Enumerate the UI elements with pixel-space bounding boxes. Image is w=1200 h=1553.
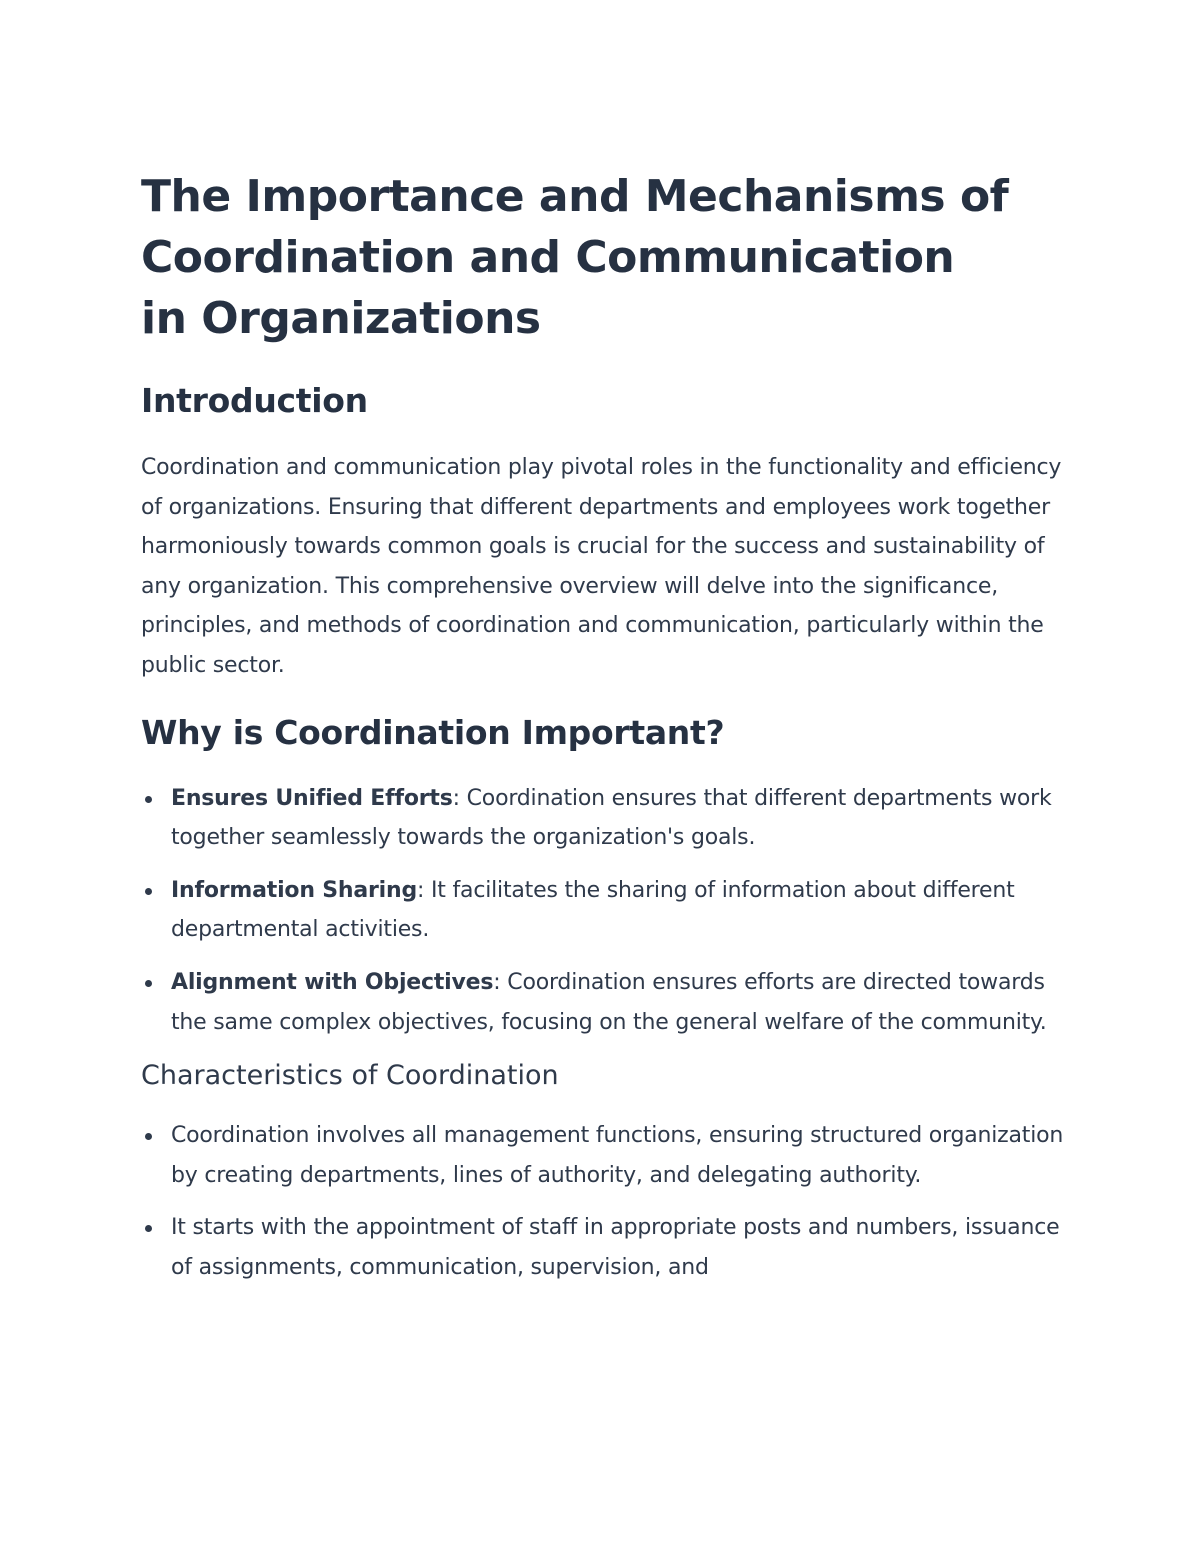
list-item-text: : It facilitates the sharing of information about different departmental activities. — [171, 877, 1015, 943]
list-item-text: It starts with the appointment of staff in appropriate posts and numbers, issuance of assignments, communication, supervision, and — [171, 1215, 1060, 1280]
list-item-text: Coordination involves all management functions, ensuring structured organization by creating departments, lines of authority, and delegating authority. — [171, 1123, 1064, 1188]
document-title: The Importance and Mechanisms of Coordination and Communication in Organizations — [141, 171, 1009, 344]
list-item — [141, 1208, 1066, 1287]
list-item — [141, 963, 1066, 1042]
list-item — [141, 1116, 1066, 1195]
introduction-heading: Introduction — [141, 381, 368, 420]
why-coordination-heading: Why is Coordination Important? — [141, 712, 725, 752]
why-coordination-list — [141, 779, 1066, 1043]
bullet-icon — [145, 1225, 152, 1232]
list-item-term: Information Sharing — [171, 877, 417, 903]
list-item-term: Alignment with Objectives — [171, 969, 494, 995]
list-item — [141, 779, 1066, 858]
characteristics-list — [141, 1116, 1066, 1287]
list-item — [141, 871, 1066, 950]
list-item-text: : Coordination ensures efforts are directed towards the same complex objectives, focusing on the general welfare of the community. — [171, 969, 1047, 1035]
bullet-icon — [145, 980, 152, 987]
bullet-icon — [145, 796, 152, 803]
bullet-icon — [145, 1133, 152, 1140]
characteristics-heading: Characteristics of Coordination — [141, 1060, 559, 1092]
introduction-paragraph: Coordination and communication play pivotal roles in the functionality and efficiency of organizations. Ensuring that different departments and employees work together harmoniously towards common goals is crucial for the success and sustainability of any organization. This comprehensive overview will delve into the significance, principles, and methods of coordination and communication, particularly within the public sector. — [141, 455, 1062, 678]
document-page — [141, 166, 1066, 1288]
list-item-text: : Coordination ensures that different departments work together seamlessly towards the organization's goals. — [171, 785, 1052, 851]
bullet-icon — [145, 888, 152, 895]
list-item-term: Ensures Unified Efforts — [171, 785, 453, 811]
